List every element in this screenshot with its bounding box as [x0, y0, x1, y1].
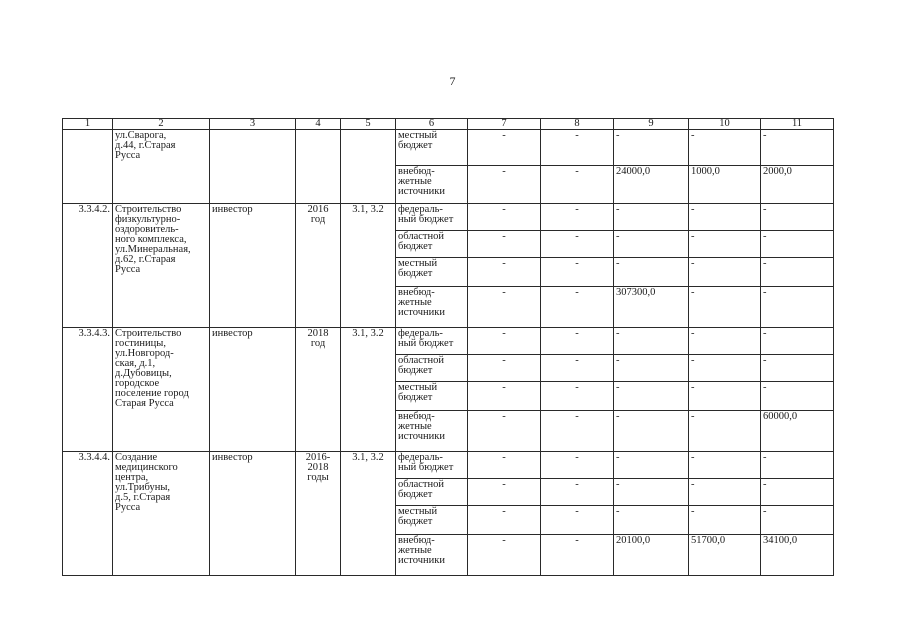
funding-source-cell: местный бюджет — [396, 506, 468, 535]
item-code-cell: 3.3.4.3. — [63, 328, 113, 452]
value-cell-11: 60000,0 — [761, 411, 834, 452]
indicators-cell: 3.1, 3.2 — [341, 452, 396, 576]
value-cell-10: - — [689, 287, 761, 328]
column-number-header: 8 — [541, 119, 614, 130]
term-cell: 2018 год — [296, 328, 341, 452]
value-cell-8: - — [541, 411, 614, 452]
value-cell-9: - — [614, 204, 689, 231]
value-cell-10: - — [689, 452, 761, 479]
value-cell-10: - — [689, 479, 761, 506]
value-cell-9: - — [614, 258, 689, 287]
value-cell-9: - — [614, 452, 689, 479]
value-cell-8: - — [541, 287, 614, 328]
value-cell-9: - — [614, 355, 689, 382]
item-code-cell — [63, 130, 113, 204]
value-cell-10: - — [689, 411, 761, 452]
value-cell-8: - — [541, 382, 614, 411]
term-cell: 2016 год — [296, 204, 341, 328]
term-cell — [296, 130, 341, 204]
executor-cell: инвестор — [210, 452, 296, 576]
value-cell-11: - — [761, 328, 834, 355]
item-code-cell: 3.3.4.2. — [63, 204, 113, 328]
page-number: 7 — [449, 74, 456, 88]
column-number-header: 7 — [468, 119, 541, 130]
funding-source-cell: внебюд- жетные источники — [396, 411, 468, 452]
value-cell-7: - — [468, 355, 541, 382]
item-code-cell: 3.3.4.4. — [63, 452, 113, 576]
value-cell-8: - — [541, 452, 614, 479]
value-cell-9: - — [614, 328, 689, 355]
value-cell-9: - — [614, 506, 689, 535]
value-cell-9: - — [614, 231, 689, 258]
value-cell-11: - — [761, 287, 834, 328]
column-number-header: 2 — [113, 119, 210, 130]
value-cell-10: - — [689, 355, 761, 382]
value-cell-10: - — [689, 130, 761, 166]
funding-source-cell: областной бюджет — [396, 231, 468, 258]
value-cell-11: - — [761, 452, 834, 479]
value-cell-7: - — [468, 479, 541, 506]
funding-source-cell: внебюд- жетные источники — [396, 287, 468, 328]
value-cell-10: - — [689, 231, 761, 258]
value-cell-7: - — [468, 287, 541, 328]
value-cell-11: 2000,0 — [761, 166, 834, 204]
funding-source-cell: федераль- ный бюджет — [396, 328, 468, 355]
column-number-row — [63, 119, 834, 130]
value-cell-11: - — [761, 204, 834, 231]
value-cell-11: - — [761, 506, 834, 535]
indicators-cell — [341, 130, 396, 204]
funding-source-cell: федераль- ный бюджет — [396, 204, 468, 231]
value-cell-7: - — [468, 204, 541, 231]
executor-cell: инвестор — [210, 204, 296, 328]
funding-source-cell: областной бюджет — [396, 479, 468, 506]
value-cell-9: - — [614, 411, 689, 452]
funding-source-cell: местный бюджет — [396, 130, 468, 166]
value-cell-9: 20100,0 — [614, 535, 689, 576]
value-cell-7: - — [468, 231, 541, 258]
table-row — [63, 452, 834, 479]
value-cell-11: - — [761, 258, 834, 287]
value-cell-8: - — [541, 204, 614, 231]
value-cell-8: - — [541, 130, 614, 166]
value-cell-8: - — [541, 258, 614, 287]
value-cell-9: - — [614, 382, 689, 411]
value-cell-8: - — [541, 166, 614, 204]
column-number-header: 10 — [689, 119, 761, 130]
funding-source-cell: федераль- ный бюджет — [396, 452, 468, 479]
value-cell-10: - — [689, 258, 761, 287]
value-cell-7: - — [468, 258, 541, 287]
value-cell-9: - — [614, 479, 689, 506]
executor-cell — [210, 130, 296, 204]
table-row — [63, 204, 834, 231]
value-cell-8: - — [541, 506, 614, 535]
value-cell-8: - — [541, 535, 614, 576]
value-cell-10: - — [689, 506, 761, 535]
table-row — [63, 328, 834, 355]
value-cell-10: - — [689, 328, 761, 355]
value-cell-7: - — [468, 506, 541, 535]
item-name-cell: ул.Сварога, д.44, г.Старая Русса — [113, 130, 210, 204]
value-cell-8: - — [541, 328, 614, 355]
table-row — [63, 130, 834, 166]
value-cell-10: - — [689, 382, 761, 411]
value-cell-11: - — [761, 231, 834, 258]
item-name-cell: Строительство гостиницы, ул.Новгород- ская, д.1, д.Дубовицы, городское поселение город Старая Русса — [113, 328, 210, 452]
value-cell-7: - — [468, 166, 541, 204]
item-name-cell: Строительство физкультурно- оздоровитель- ного комплекса, ул.Минеральная, д.62, г.Старая Русса — [113, 204, 210, 328]
value-cell-7: - — [468, 328, 541, 355]
value-cell-8: - — [541, 355, 614, 382]
value-cell-7: - — [468, 452, 541, 479]
value-cell-8: - — [541, 479, 614, 506]
indicators-cell: 3.1, 3.2 — [341, 204, 396, 328]
column-number-header: 6 — [396, 119, 468, 130]
budget-table — [62, 118, 834, 576]
value-cell-11: - — [761, 382, 834, 411]
column-number-header: 5 — [341, 119, 396, 130]
value-cell-10: 1000,0 — [689, 166, 761, 204]
value-cell-9: 307300,0 — [614, 287, 689, 328]
column-number-header: 4 — [296, 119, 341, 130]
funding-source-cell: местный бюджет — [396, 258, 468, 287]
value-cell-8: - — [541, 231, 614, 258]
value-cell-7: - — [468, 411, 541, 452]
funding-source-cell: внебюд- жетные источники — [396, 166, 468, 204]
value-cell-9: - — [614, 130, 689, 166]
column-number-header: 9 — [614, 119, 689, 130]
value-cell-11: 34100,0 — [761, 535, 834, 576]
column-number-header: 3 — [210, 119, 296, 130]
funding-source-cell: внебюд- жетные источники — [396, 535, 468, 576]
value-cell-11: - — [761, 479, 834, 506]
value-cell-7: - — [468, 382, 541, 411]
funding-source-cell: областной бюджет — [396, 355, 468, 382]
value-cell-7: - — [468, 130, 541, 166]
column-number-header: 11 — [761, 119, 834, 130]
value-cell-7: - — [468, 535, 541, 576]
executor-cell: инвестор — [210, 328, 296, 452]
item-name-cell: Создание медицинского центра, ул.Трибуны, д.5, г.Старая Русса — [113, 452, 210, 576]
value-cell-10: 51700,0 — [689, 535, 761, 576]
value-cell-11: - — [761, 130, 834, 166]
value-cell-9: 24000,0 — [614, 166, 689, 204]
value-cell-11: - — [761, 355, 834, 382]
indicators-cell: 3.1, 3.2 — [341, 328, 396, 452]
column-number-header: 1 — [63, 119, 113, 130]
term-cell: 2016- 2018 годы — [296, 452, 341, 576]
funding-source-cell: местный бюджет — [396, 382, 468, 411]
value-cell-10: - — [689, 204, 761, 231]
